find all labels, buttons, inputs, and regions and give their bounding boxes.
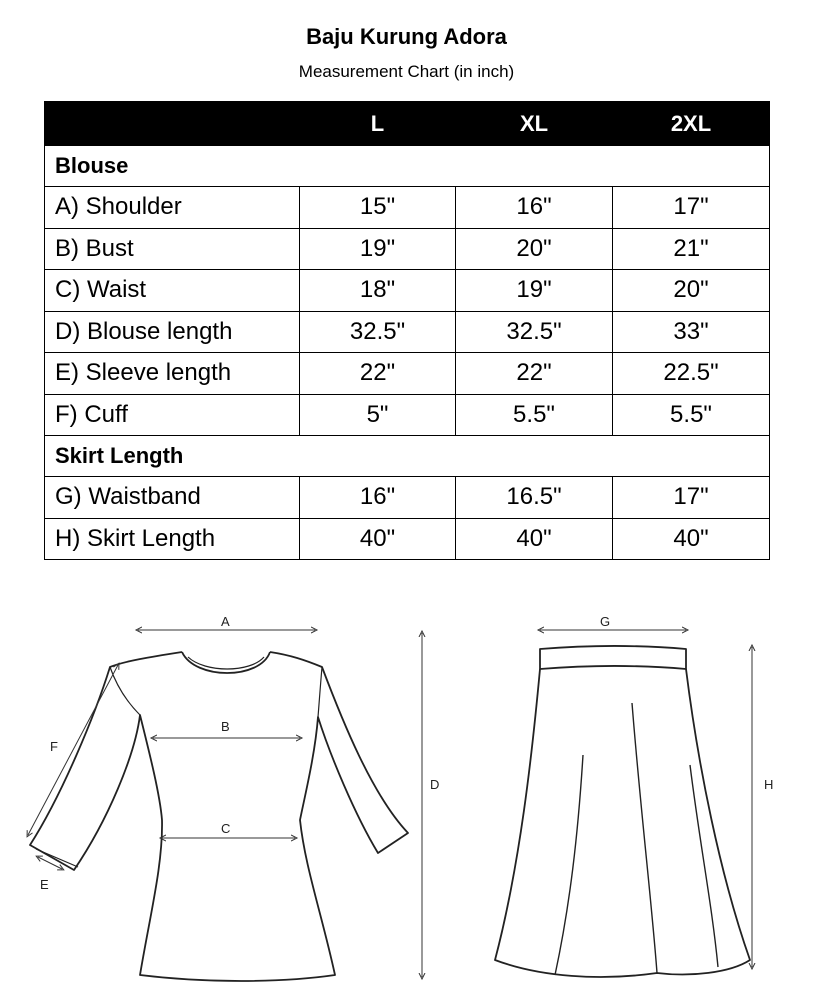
- row-label: A) Shoulder: [45, 187, 300, 229]
- table-row: [45, 518, 770, 560]
- table-header-row: [45, 102, 770, 146]
- label-f: F: [50, 739, 58, 754]
- blouse-sleeve-seam-left: [110, 667, 140, 715]
- cell-xl: 19": [456, 270, 613, 312]
- blouse-illustration: [30, 652, 408, 981]
- skirt-panel-right: [690, 765, 718, 967]
- table-row: [45, 353, 770, 395]
- skirt-panel-left: [555, 755, 583, 975]
- row-label: F) Cuff: [45, 394, 300, 436]
- label-g: G: [600, 614, 611, 629]
- table-row: [45, 311, 770, 353]
- arrow-f: [28, 665, 118, 835]
- label-d: D: [430, 777, 440, 792]
- section-row-skirt: [45, 436, 770, 477]
- blouse-cuff-line: [36, 849, 78, 867]
- cell-xl: 16": [456, 187, 613, 229]
- cell-2xl: 5.5": [613, 394, 770, 436]
- cell-l: 15": [300, 187, 456, 229]
- cell-2xl: 21": [613, 228, 770, 270]
- label-b: B: [221, 719, 230, 734]
- skirt-waistband: [540, 646, 686, 669]
- cell-xl: 5.5": [456, 394, 613, 436]
- cell-xl: 32.5": [456, 311, 613, 353]
- section-title: Skirt Length: [45, 436, 770, 477]
- header-size-2xl: 2XL: [613, 102, 770, 146]
- cell-l: 19": [300, 228, 456, 270]
- row-label: E) Sleeve length: [45, 353, 300, 395]
- skirt-panel-center: [632, 703, 657, 973]
- cell-l: 32.5": [300, 311, 456, 353]
- table-row: [45, 187, 770, 229]
- cell-l: 18": [300, 270, 456, 312]
- cell-l: 5": [300, 394, 456, 436]
- row-label: D) Blouse length: [45, 311, 300, 353]
- diagram-svg: [0, 605, 813, 1000]
- header-size-l: L: [300, 102, 456, 146]
- cell-l: 16": [300, 477, 456, 519]
- blouse-body-outline: [30, 652, 408, 981]
- cell-2xl: 40": [613, 518, 770, 560]
- row-label: H) Skirt Length: [45, 518, 300, 560]
- label-e: E: [40, 877, 49, 892]
- row-label: B) Bust: [45, 228, 300, 270]
- cell-2xl: 17": [613, 477, 770, 519]
- cell-xl: 22": [456, 353, 613, 395]
- cell-2xl: 33": [613, 311, 770, 353]
- cell-l: 22": [300, 353, 456, 395]
- header-label: [45, 102, 300, 146]
- table-row: [45, 394, 770, 436]
- label-a: A: [221, 614, 230, 629]
- section-row-blouse: [45, 146, 770, 187]
- label-c: C: [221, 821, 231, 836]
- measurement-table: [44, 101, 770, 560]
- cell-xl: 16.5": [456, 477, 613, 519]
- cell-xl: 20": [456, 228, 613, 270]
- skirt-body-outline: [495, 669, 750, 977]
- chart-title: Baju Kurung Adora: [306, 24, 507, 49]
- label-h: H: [764, 777, 774, 792]
- table-row: [45, 270, 770, 312]
- cell-xl: 40": [456, 518, 613, 560]
- chart-subtitle: Measurement Chart (in inch): [298, 62, 515, 81]
- cell-2xl: 17": [613, 187, 770, 229]
- skirt-illustration: [495, 646, 750, 977]
- garment-diagrams: [0, 605, 813, 1000]
- cell-2xl: 22.5": [613, 353, 770, 395]
- cell-2xl: 20": [613, 270, 770, 312]
- header-size-xl: XL: [456, 102, 613, 146]
- blouse-sleeve-seam-right: [318, 667, 322, 717]
- section-title: Blouse: [45, 146, 770, 187]
- table-row: [45, 477, 770, 519]
- cell-l: 40": [300, 518, 456, 560]
- table-row: [45, 228, 770, 270]
- row-label: C) Waist: [45, 270, 300, 312]
- row-label: G) Waistband: [45, 477, 300, 519]
